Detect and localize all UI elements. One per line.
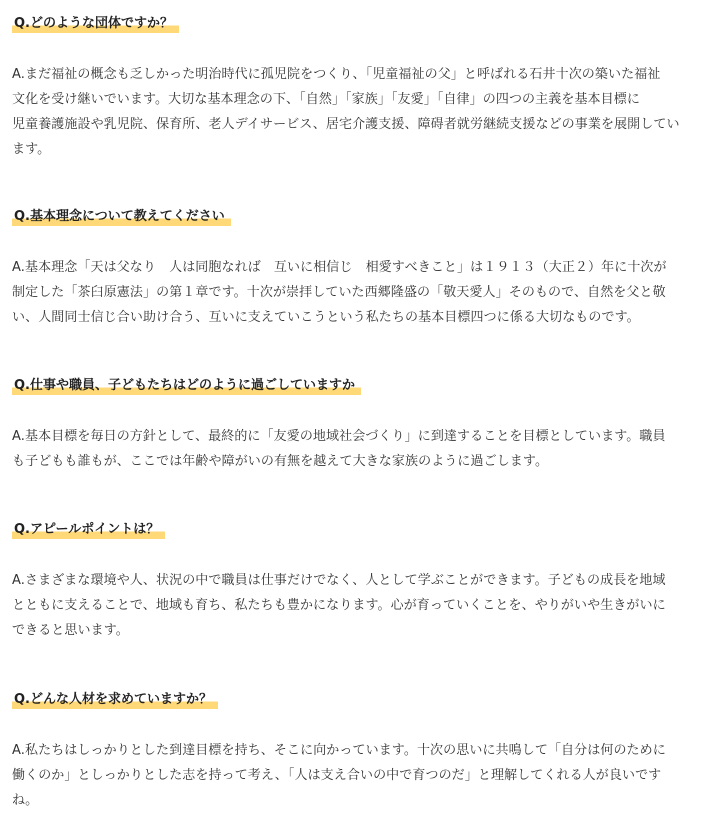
answer-line: い、人間同士信じ合い助け合う、互いに支えていこうという私たちの基本目標四つに係る大切なものです。 [12,310,640,325]
answer-line: も子どもも誰もが、ここでは年齢や障がいの有無を越えて大きな家族のように過ごします。 [12,454,549,469]
answer-text [12,255,702,330]
answer-line: ます。 [12,142,51,157]
qa-block-daily-life [12,374,702,474]
answer-text [12,62,702,162]
answer-line: ね。 [12,793,39,808]
answer-line: A.さまざまな環境や人、状況の中で職員は仕事だけでなく、人として学ぶことができます。子どもの成長を地域 [12,573,666,588]
answer-line: A.私たちはしっかりとした到達目標を持ち、そこに向かっています。十次の思いに共鳴して「自分は何のために [12,743,666,758]
answer-line: とともに支えることで、地域も育ち、私たちも豊かになります。心が育っていくことを、やりがいや生きがいに [12,598,666,613]
answer-line: 文化を受け継いでいます。大切な基本理念の下、「自然」「家族」「友愛」「自律」の四つの主義を基本目標に [12,92,640,107]
qa-block-organization [12,12,702,162]
answer-text [12,424,702,474]
answer-line: A.まだ福祉の概念も乏しかった明治時代に孤児院をつくり、「児童福祉の父」と呼ばれる石井十次の築いた福祉 [12,67,661,82]
question-heading: Q.どんな人材を求めていますか？ [12,691,218,709]
answer-line: 働くのか」としっかりとした志を持って考え、「人は支え合いの中で育つのだ」と理解してくれる人が良いです [12,768,662,783]
question-heading: Q.どのような団体ですか？ [12,15,179,33]
question-heading: Q.仕事や職員、子どもたちはどのように過ごしていますか [12,377,361,395]
answer-text [12,568,702,643]
answer-line: 制定した「茶臼原憲法」の第１章です。十次が崇拝していた西郷隆盛の「敬天愛人」そのもので、自然を父と敬 [12,285,666,300]
answer-text [12,738,702,813]
answer-line: A.基本目標を毎日の方針として、最終的に「友愛の地域社会づくり」に到達することを目標としています。職員 [12,429,666,444]
answer-line: A.基本理念「天は父なり 人は同胞なれば 互いに相信じ 相愛すべきこと」は１９１３（大正２）年に十次が [12,260,667,275]
qa-block-recruiting [12,688,702,813]
qa-block-philosophy [12,205,702,330]
answer-line: できると思います。 [12,623,129,638]
answer-line: 児童養護施設や乳児院、保育所、老人デイサービス、居宅介護支援、障碍者就労継続支援などの事業を展開してい [12,117,680,132]
question-heading: Q.基本理念について教えてください [12,208,231,226]
question-heading: Q.アピールポイントは？ [12,521,165,539]
qa-block-appeal [12,518,702,643]
